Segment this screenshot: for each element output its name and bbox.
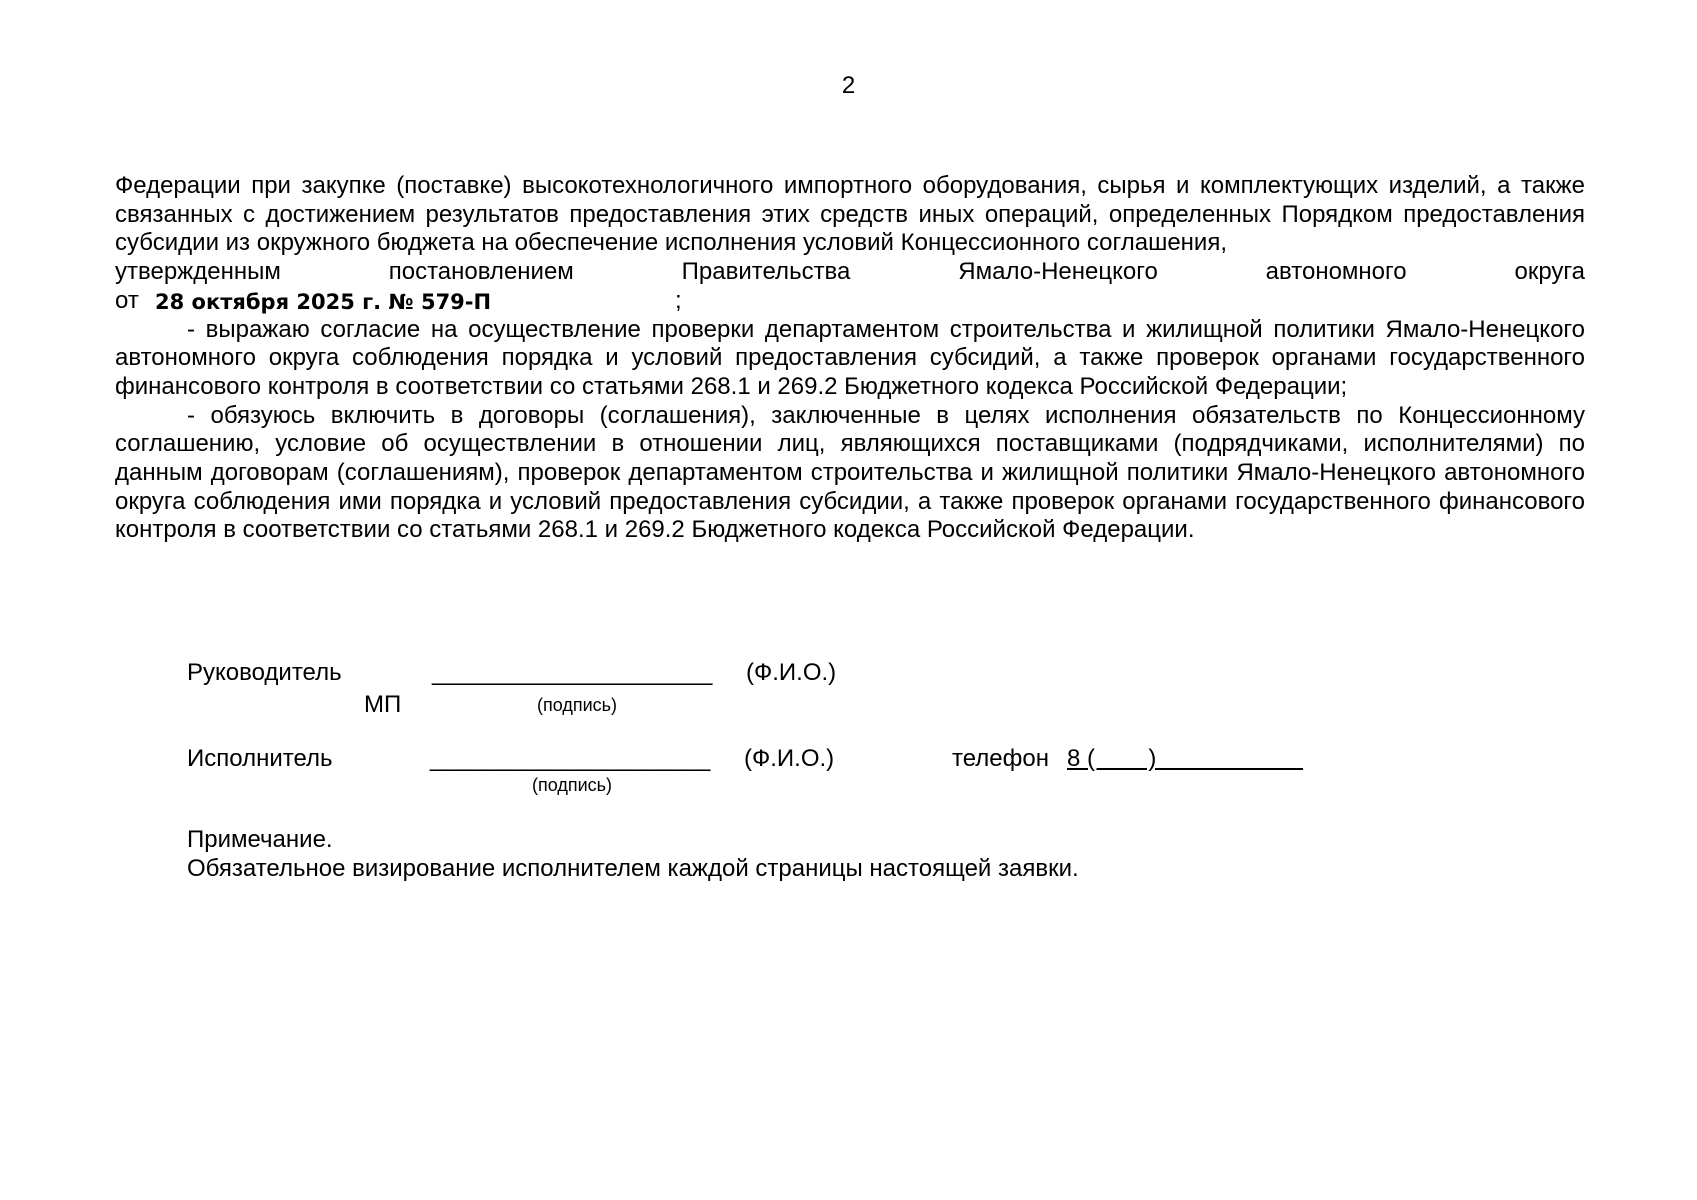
executor-signature-caption: (подпись) <box>532 775 613 795</box>
executor-signature-line: _____________________ <box>430 745 711 772</box>
from-label: от <box>115 286 139 314</box>
stamp-label: МП <box>364 691 402 718</box>
decree-reference: 28 октября 2025 г. № 579-П <box>155 289 492 314</box>
paragraph-3: - обязуюсь включить в договоры (соглашения), заключенные в целях исполнения обязательств по Концессионному соглашению, условие об осуществлении в отношении лиц, являющихся поставщиками (подрядчиками, исполнителями) по данным договорам (соглашениям), проверок департаментом строительства и жилищной политики Ямало-Ненецкого автономного округа соблюдения ими порядка и условий предоставления субсидии, а также проверок органами государственного финансового контроля в соответствии со статьями 268.1 и 269.2 Бюджетного кодекса Российской Федерации. <box>115 401 1585 544</box>
head-label: Руководитель <box>187 659 342 686</box>
note-title: Примечание. <box>187 826 333 853</box>
decree-reference-line <box>115 287 1585 316</box>
note-text: Обязательное визирование исполнителем каждой страницы настоящей заявки. <box>187 855 1079 882</box>
phone-label: телефон <box>952 745 1049 772</box>
paragraph-2: - выражаю согласие на осуществление проверки департаментом строительства и жилищной политики Ямало-Ненецкого автономного округа соблюдения порядка и условий предоставления субсидий, а также проверок органами государственного финансового контроля в соответствии со статьями 268.1 и 269.2 Бюджетного кодекса Российской Федерации; <box>115 315 1585 400</box>
document-body <box>115 172 1585 545</box>
page-number: 2 <box>841 72 856 99</box>
semicolon: ; <box>675 286 682 314</box>
executor-label: Исполнитель <box>187 745 333 772</box>
executor-fio: (Ф.И.О.) <box>744 745 835 772</box>
head-signature-line: _____________________ <box>432 659 713 686</box>
head-fio: (Ф.И.О.) <box>746 659 837 686</box>
paragraph-1: Федерации при закупке (поставке) высокотехнологичного импортного оборудования, сырья и комплектующих изделий, а также связанных с достижением результатов предоставления этих средств иных операций, определенных Порядком предоставления субсидии из окружного бюджета на обеспечение исполнения условий Концессионного соглашения, <box>115 172 1585 257</box>
head-signature-caption: (подпись) <box>537 695 618 715</box>
paragraph-1-last-line: утвержденным постановлением Правительства Ямало-Ненецкого автономного округа <box>115 258 1585 286</box>
phone-value: 8 ( ) <box>1067 745 1304 772</box>
